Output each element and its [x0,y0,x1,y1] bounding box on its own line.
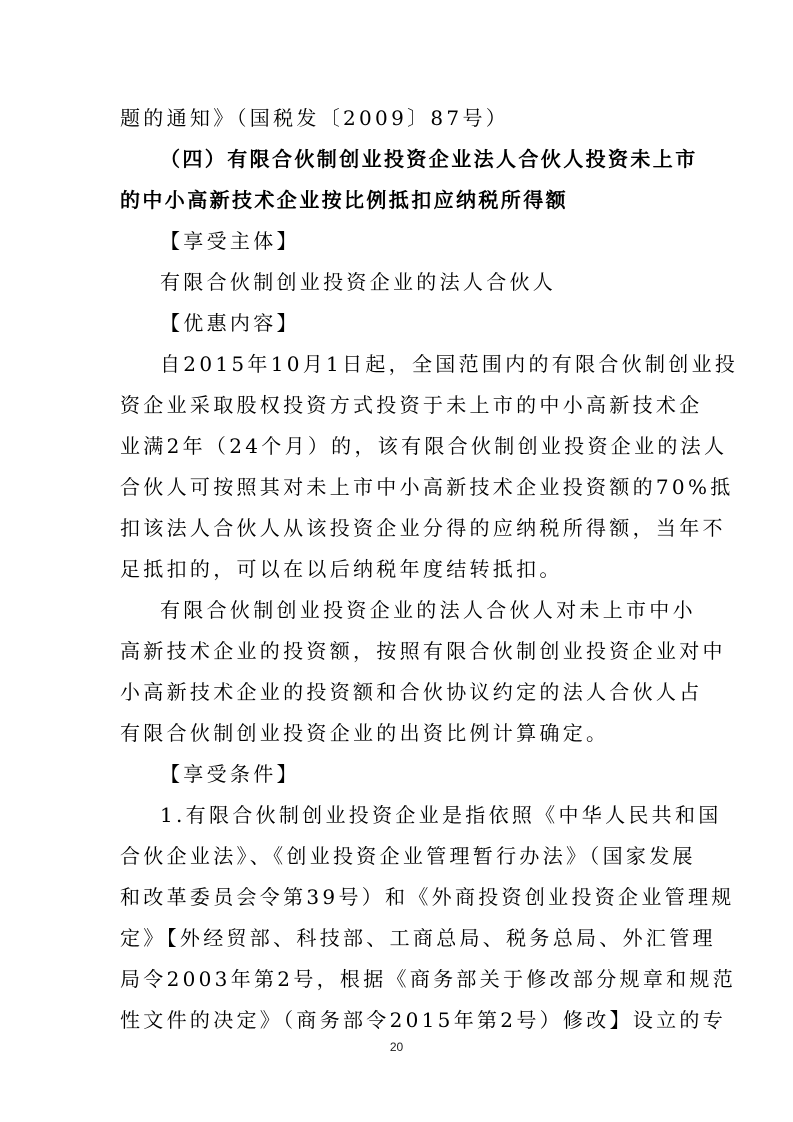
paragraph-line: 合伙企业法》、《创业投资企业管理暂行办法》（国家发展 [120,844,696,868]
paragraph-line: 扣该法人合伙人从该投资企业分得的应纳税所得额，当年不 [120,516,726,540]
subheading-benefit: 【优惠内容】 [160,311,300,335]
beneficiary-text: 有限合伙制创业投资企业的法人合伙人 [160,270,557,294]
page-number: 20 [389,1040,404,1054]
section-heading-line-1: （四）有限合伙制创业投资企业法人合伙人投资未上市 [160,147,698,171]
paragraph-line: 有限合伙制创业投资企业的法人合伙人对未上市中小 [160,598,696,622]
section-heading-line-2: 的中小高新技术企业按比例抵扣应纳税所得额 [120,188,568,212]
paragraph-line: 性文件的决定》（商务部令2015年第2号）修改】设立的专 [120,1008,727,1032]
subheading-beneficiary: 【享受主体】 [160,229,300,253]
paragraph-line: 定》【外经贸部、科技部、工商总局、税务总局、外汇管理 [120,926,716,950]
continuation-line: 题的通知》（国税发〔2009〕87号） [120,106,510,130]
paragraph-line: 和改革委员会令第39号）和《外商投资创业投资企业管理规 [120,885,735,909]
paragraph-line: 1.有限合伙制创业投资企业是指依照《中华人民共和国 [160,803,722,827]
paragraph-line: 自2015年10月1日起，全国范围内的有限合伙制创业投 [160,352,739,376]
paragraph-line: 足抵扣的，可以在以后纳税年度结转抵扣。 [120,557,563,581]
paragraph-line: 业满2年（24个月）的，该有限合伙制创业投资企业的法人 [120,434,728,458]
subheading-conditions: 【享受条件】 [160,762,300,786]
paragraph-line: 资企业采取股权投资方式投资于未上市的中小高新技术企 [120,393,703,417]
paragraph-line: 小高新技术企业的投资额和合伙协议约定的法人合伙人占 [120,680,703,704]
paragraph-line: 局令2003年第2号，根据《商务部关于修改部分规章和规范 [120,967,737,991]
paragraph-line: 高新技术企业的投资额，按照有限合伙制创业投资企业对中 [120,639,726,663]
paragraph-line: 合伙人可按照其对未上市中小高新技术企业投资额的70%抵 [120,475,734,499]
paragraph-line: 有限合伙制创业投资企业的出资比例计算确定。 [120,721,610,745]
